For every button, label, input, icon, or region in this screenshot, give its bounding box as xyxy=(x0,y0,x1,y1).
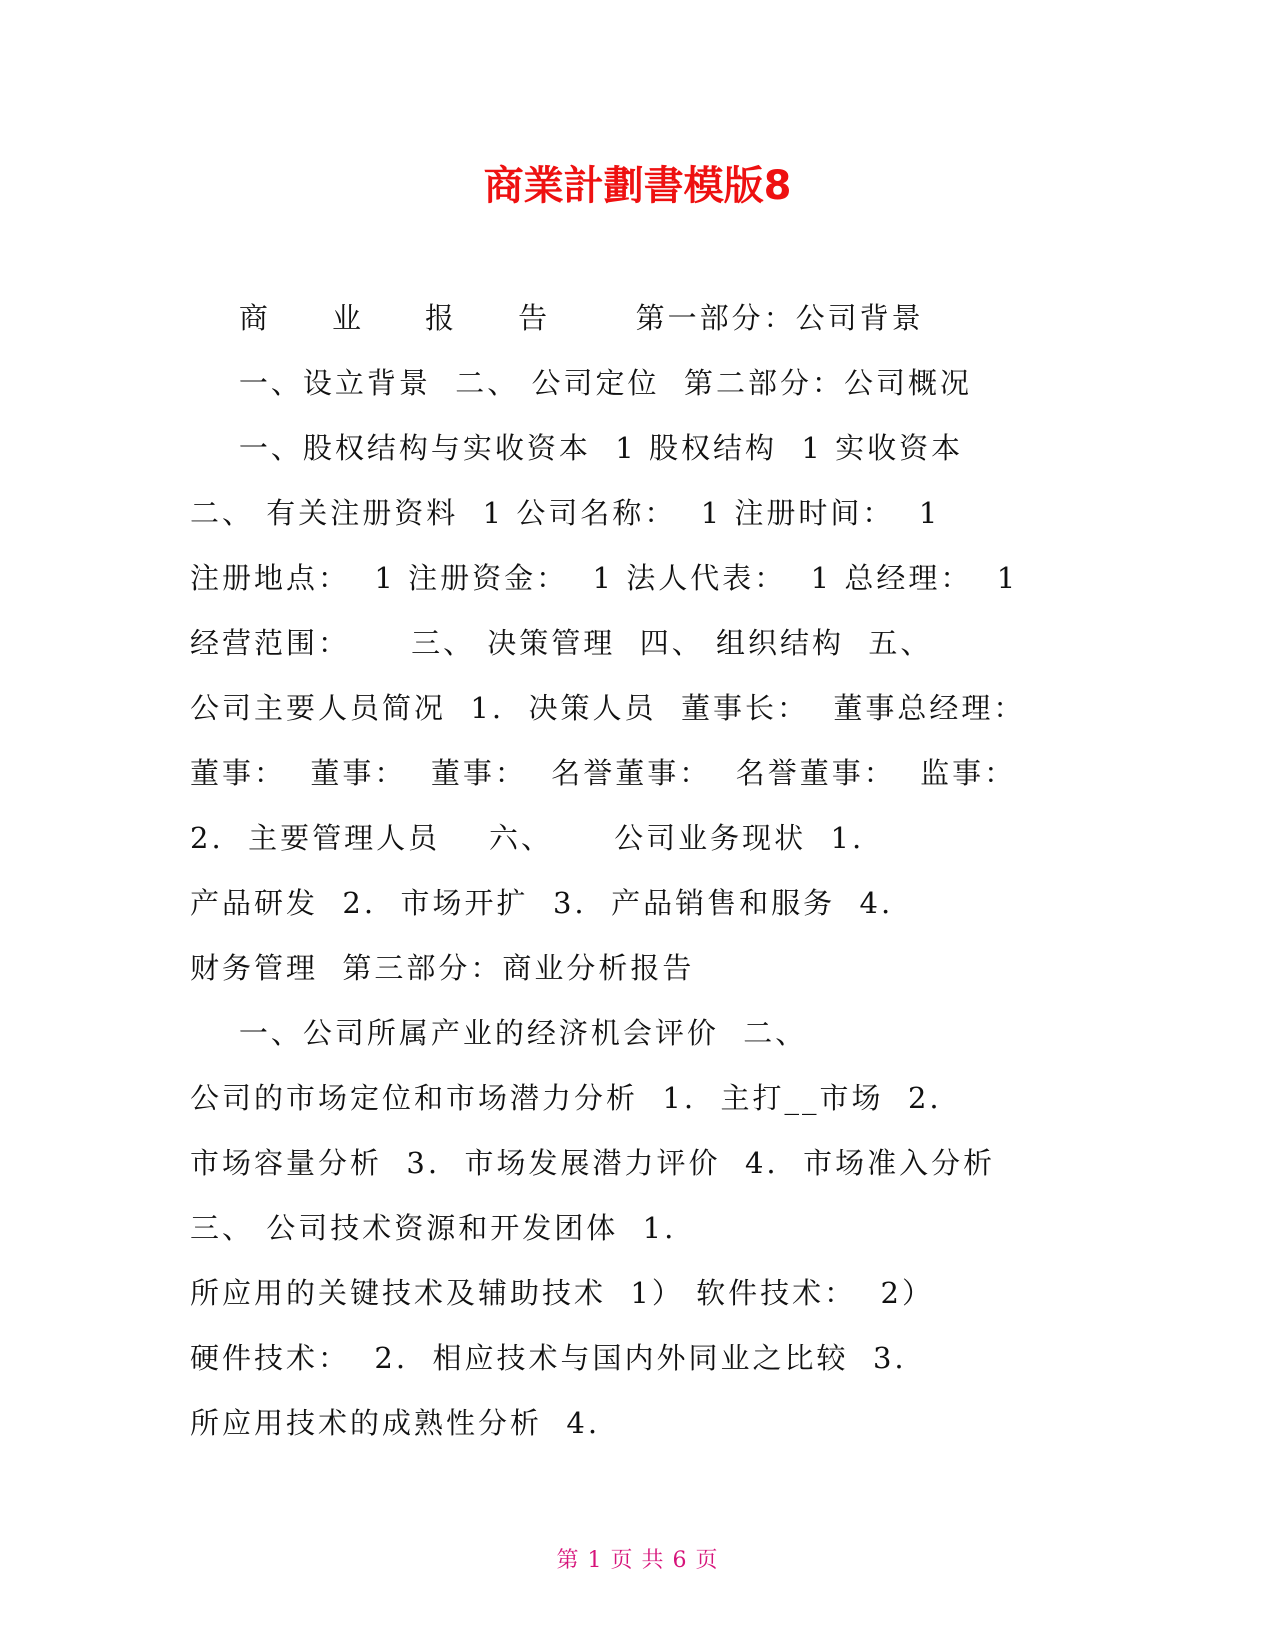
body-line: 经营范围： 三、 决策管理 四、 组织结构 五、 xyxy=(190,626,933,660)
body-line: 硬件技术： 2. 相应技术与国内外同业之比较 3. xyxy=(190,1341,907,1375)
body-line: 2. 主要管理人员 六、 公司业务现状 1. xyxy=(190,821,865,855)
document-body xyxy=(190,286,1090,1456)
page-number-footer: 第 1 页 共 6 页 xyxy=(556,1548,719,1573)
body-line: 财务管理 第三部分：商业分析报告 xyxy=(190,951,695,985)
body-line: 二、 有关注册资料 1 公司名称： 1 注册时间： 1 xyxy=(190,496,941,530)
body-line: 公司的市场定位和市场潜力分析 1. 主打__市场 2. xyxy=(190,1081,942,1115)
body-line: 公司主要人员简况 1. 决策人员 董事长： 董事总经理： xyxy=(190,691,1026,725)
body-line: 所应用技术的成熟性分析 4. xyxy=(190,1406,601,1440)
document-title: 商業計劃書模版8 xyxy=(483,163,792,209)
body-line: 商 业 报 告 第一部分：公司背景 xyxy=(190,301,924,335)
body-line: 一、股权结构与实收资本 1 股权结构 1 实收资本 xyxy=(190,431,964,465)
body-line: 市场容量分析 3. 市场发展潜力评价 4. 市场准入分析 xyxy=(190,1146,996,1180)
body-line: 三、 公司技术资源和开发团体 1. xyxy=(190,1211,677,1245)
body-line: 一、公司所属产业的经济机会评价 二、 xyxy=(190,1016,808,1050)
body-line: 董事： 董事： 董事： 名誉董事： 名誉董事： 监事： xyxy=(190,756,1017,790)
body-line: 所应用的关键技术及辅助技术 1） 软件技术： 2） xyxy=(190,1276,934,1310)
body-line: 产品研发 2. 市场开扩 3. 产品销售和服务 4. xyxy=(190,886,894,920)
body-line: 注册地点： 1 注册资金： 1 法人代表： 1 总经理： 1 xyxy=(190,561,1019,595)
body-line: 一、设立背景 二、 公司定位 第二部分：公司概况 xyxy=(190,366,972,400)
